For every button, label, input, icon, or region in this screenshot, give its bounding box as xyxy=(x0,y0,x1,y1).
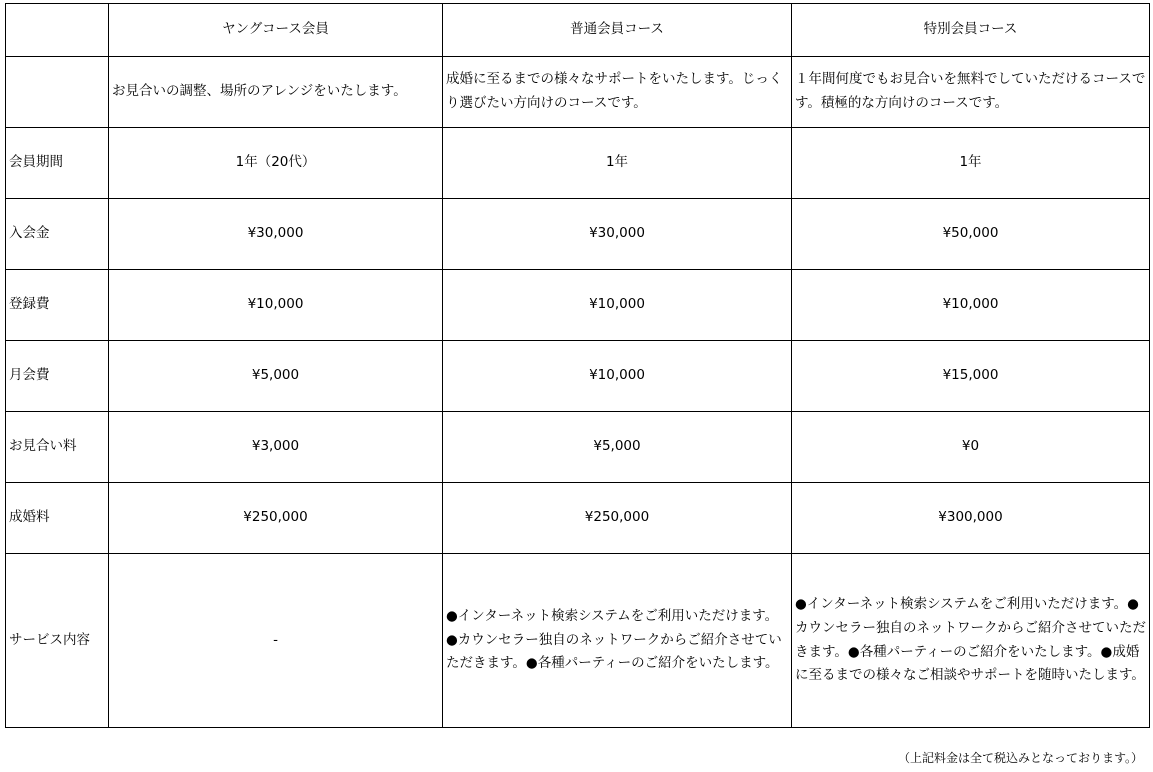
course-description-young: お見合いの調整、場所のアレンジをいたします。 xyxy=(109,57,443,128)
table-row-description xyxy=(6,57,1150,128)
entrance-fee-special: ¥50,000 xyxy=(792,199,1150,270)
table-row-marriage-fee xyxy=(6,483,1150,554)
registration-fee-standard: ¥10,000 xyxy=(443,270,792,341)
table-row-registration-fee xyxy=(6,270,1150,341)
table-row-period xyxy=(6,128,1150,199)
monthly-fee-standard: ¥10,000 xyxy=(443,341,792,412)
course-name-special: 特別会員コース xyxy=(792,4,1150,57)
course-name-young: ヤングコース会員 xyxy=(109,4,443,57)
description-label-cell xyxy=(6,57,109,128)
table-row-omiai-fee xyxy=(6,412,1150,483)
row-label-marriage-fee: 成婚料 xyxy=(6,483,109,554)
row-label-registration-fee: 登録費 xyxy=(6,270,109,341)
row-label-monthly-fee: 月会費 xyxy=(6,341,109,412)
services-special: ●インターネット検索システムをご利用いただけます。●カウンセラー独自のネットワークからご紹介させていただきます。●各種パーティーのご紹介をいたします。●成婚に至るまでの様々なご相談やサポートを随時いたします。 xyxy=(792,554,1150,728)
row-label-entrance-fee: 入会金 xyxy=(6,199,109,270)
course-description-special: １年間何度でもお見合いを無料でしていただけるコースです。積極的な方向けのコースです。 xyxy=(792,57,1150,128)
marriage-fee-young: ¥250,000 xyxy=(109,483,443,554)
monthly-fee-young: ¥5,000 xyxy=(109,341,443,412)
services-young: - xyxy=(109,554,443,728)
row-label-services: サービス内容 xyxy=(6,554,109,728)
header-corner-cell xyxy=(6,4,109,57)
table-row-entrance-fee xyxy=(6,199,1150,270)
omiai-fee-standard: ¥5,000 xyxy=(443,412,792,483)
services-standard: ●インターネット検索システムをご利用いただけます。●カウンセラー独自のネットワークからご紹介させていただきます。●各種パーティーのご紹介をいたします。 xyxy=(443,554,792,728)
pricing-table xyxy=(5,3,1150,728)
monthly-fee-special: ¥15,000 xyxy=(792,341,1150,412)
table-header-row xyxy=(6,4,1150,57)
registration-fee-young: ¥10,000 xyxy=(109,270,443,341)
registration-fee-special: ¥10,000 xyxy=(792,270,1150,341)
entrance-fee-young: ¥30,000 xyxy=(109,199,443,270)
row-label-period: 会員期間 xyxy=(6,128,109,199)
table-row-services xyxy=(6,554,1150,728)
marriage-fee-standard: ¥250,000 xyxy=(443,483,792,554)
period-young: 1年（20代） xyxy=(109,128,443,199)
course-name-standard: 普通会員コース xyxy=(443,4,792,57)
tax-footnote: （上記料金は全て税込みとなっております。） xyxy=(897,751,1143,765)
omiai-fee-young: ¥3,000 xyxy=(109,412,443,483)
period-special: 1年 xyxy=(792,128,1150,199)
entrance-fee-standard: ¥30,000 xyxy=(443,199,792,270)
row-label-omiai-fee: お見合い料 xyxy=(6,412,109,483)
marriage-fee-special: ¥300,000 xyxy=(792,483,1150,554)
omiai-fee-special: ¥0 xyxy=(792,412,1150,483)
table-row-monthly-fee xyxy=(6,341,1150,412)
course-description-standard: 成婚に至るまでの様々なサポートをいたします。じっくり選びたい方向けのコースです。 xyxy=(443,57,792,128)
period-standard: 1年 xyxy=(443,128,792,199)
